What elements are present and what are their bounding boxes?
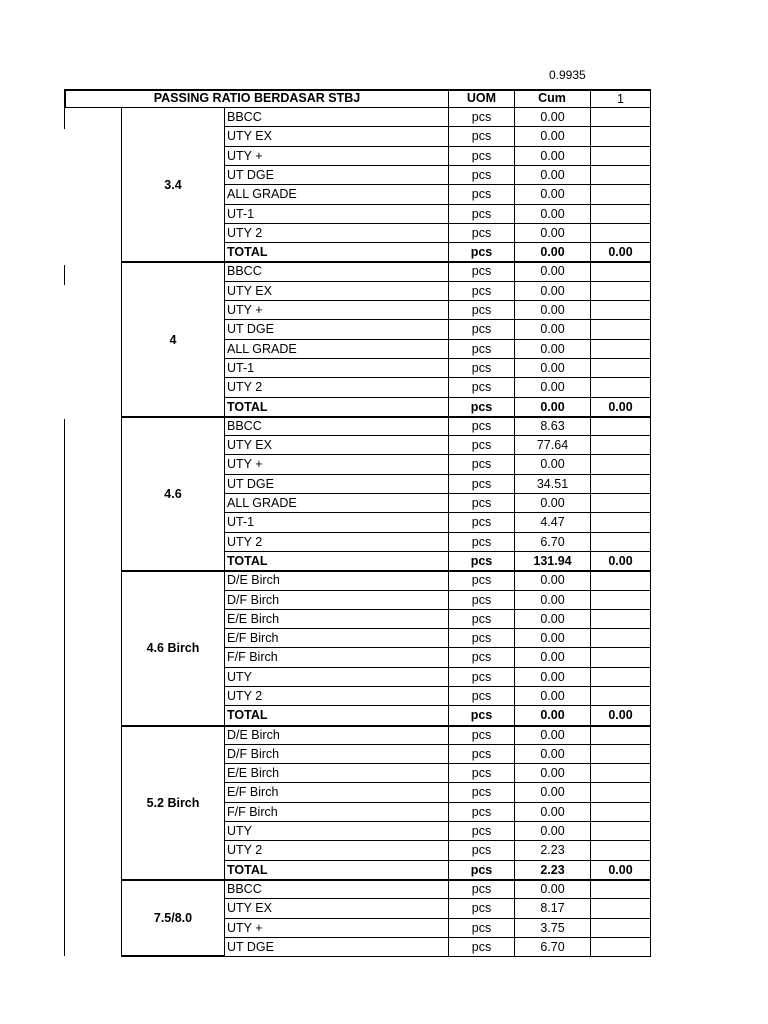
group-left-border (121, 262, 122, 416)
extra-cell (591, 803, 650, 822)
extra-cell (591, 301, 650, 320)
cum-cell: 3.75 (540, 921, 565, 935)
grade-cell: TOTAL (227, 245, 268, 259)
uom-cell: pcs (471, 766, 492, 780)
grade-cell: UT-1 (227, 515, 255, 529)
cum-cell: 0.00 (540, 747, 565, 761)
cum-cell: 0.00 (540, 882, 565, 896)
grade-cell: TOTAL (227, 708, 268, 722)
extra-cell (591, 938, 650, 957)
cum-cell: 77.64 (536, 438, 569, 452)
group-bottom-border (121, 879, 225, 881)
uom-cell: pcs (471, 477, 492, 491)
extra-cell (591, 726, 650, 745)
group-left-border (121, 726, 122, 880)
grade-cell: UTY EX (227, 129, 272, 143)
uom-cell: pcs (471, 843, 492, 857)
uom-cell: pcs (471, 129, 492, 143)
extra-cell: 0.00 (608, 245, 633, 259)
uom-cell: pcs (471, 670, 492, 684)
uom-cell: pcs (471, 496, 492, 510)
cum-cell: 0.00 (540, 728, 565, 742)
uom-cell: pcs (471, 882, 492, 896)
uom-cell: pcs (471, 207, 492, 221)
grade-cell: UTY EX (227, 901, 272, 915)
cum-cell: 0.00 (540, 496, 565, 510)
cum-cell: 0.00 (540, 612, 565, 626)
passing-ratio-value: 0.9935 (549, 68, 586, 82)
group-left-border (121, 571, 122, 725)
cum-cell: 0.00 (540, 670, 565, 684)
uom-cell: pcs (471, 149, 492, 163)
cum-cell: 0.00 (540, 631, 565, 645)
uom-cell: pcs (471, 593, 492, 607)
extra-cell (591, 166, 650, 185)
extra-cell (591, 320, 650, 339)
header-left-border (64, 89, 66, 108)
left-border-stub (64, 108, 65, 129)
grade-cell: UTY EX (227, 438, 272, 452)
grade-cell: UT DGE (227, 940, 274, 954)
cum-cell: 131.94 (533, 554, 572, 568)
extra-cell: 0.00 (608, 708, 633, 722)
extra-cell (591, 783, 650, 802)
grade-cell: UTY + (227, 921, 263, 935)
extra-cell (591, 571, 650, 590)
cum-cell: 34.51 (536, 477, 569, 491)
grade-cell: UT DGE (227, 477, 274, 491)
extra-cell (591, 841, 650, 860)
group-bottom-border (121, 725, 225, 727)
cum-cell: 0.00 (540, 650, 565, 664)
uom-cell: pcs (471, 515, 492, 529)
extra-cell (591, 262, 650, 281)
grade-cell: E/E Birch (227, 612, 280, 626)
header-divider (448, 89, 449, 108)
grade-cell: UTY 2 (227, 226, 263, 240)
extra-cell (591, 899, 650, 918)
extra-cell (591, 436, 650, 455)
grade-cell: F/F Birch (227, 650, 278, 664)
cum-cell: 0.00 (540, 226, 565, 240)
extra-cell (591, 475, 650, 494)
extra-cell: 0.00 (608, 863, 633, 877)
grade-cell: D/F Birch (227, 593, 280, 607)
cum-cell: 0.00 (540, 342, 565, 356)
extra-cell (591, 513, 650, 532)
grade-cell: ALL GRADE (227, 496, 297, 510)
extra-cell (591, 745, 650, 764)
uom-cell: pcs (470, 708, 493, 722)
grade-cell: UTY + (227, 303, 263, 317)
uom-cell: pcs (471, 650, 492, 664)
extra-cell (591, 668, 650, 687)
grade-cell: UTY + (227, 457, 263, 471)
group-left-border (121, 880, 122, 956)
uom-cell: pcs (471, 824, 492, 838)
group-left-border (121, 417, 122, 571)
grade-cell: D/E Birch (227, 573, 280, 587)
cum-cell: 0.00 (540, 785, 565, 799)
grade-cell: ALL GRADE (227, 187, 297, 201)
grade-cell: D/E Birch (227, 728, 280, 742)
uom-header: UOM (466, 91, 497, 105)
extra-cell (591, 648, 650, 667)
extra-header: 1 (617, 92, 624, 106)
cum-cell: 4.47 (540, 515, 565, 529)
grade-cell: TOTAL (227, 554, 268, 568)
cum-cell: 0.00 (540, 322, 565, 336)
cum-cell: 0.00 (540, 380, 565, 394)
uom-cell: pcs (471, 785, 492, 799)
grade-cell: UTY 2 (227, 843, 263, 857)
uom-cell: pcs (471, 226, 492, 240)
extra-cell (591, 127, 650, 146)
uom-cell: pcs (471, 419, 492, 433)
extra-cell (591, 185, 650, 204)
uom-cell: pcs (471, 342, 492, 356)
uom-cell: pcs (471, 573, 492, 587)
cum-cell: 0.00 (540, 264, 565, 278)
grade-cell: UT DGE (227, 168, 274, 182)
cum-cell: 0.00 (540, 805, 565, 819)
extra-cell (591, 108, 650, 127)
extra-cell (591, 494, 650, 513)
cum-cell: 0.00 (540, 593, 565, 607)
group-bottom-border (121, 955, 225, 957)
uom-cell: pcs (471, 612, 492, 626)
group-bottom-border (121, 261, 225, 263)
extra-cell (591, 205, 650, 224)
cum-cell: 0.00 (540, 303, 565, 317)
cum-cell: 0.00 (540, 457, 565, 471)
grade-cell: F/F Birch (227, 805, 278, 819)
cum-cell: 0.00 (540, 187, 565, 201)
extra-cell (591, 687, 650, 706)
cum-cell: 8.17 (540, 901, 565, 915)
grade-cell: UTY + (227, 149, 263, 163)
extra-cell (591, 224, 650, 243)
group-bottom-border (121, 570, 225, 572)
uom-cell: pcs (470, 400, 493, 414)
grade-cell: UTY EX (227, 284, 272, 298)
grade-cell: E/F Birch (227, 785, 279, 799)
uom-cell: pcs (470, 554, 493, 568)
uom-cell: pcs (471, 168, 492, 182)
grade-cell: D/F Birch (227, 747, 280, 761)
uom-cell: pcs (471, 284, 492, 298)
cum-cell: 0.00 (540, 149, 565, 163)
column-divider (650, 108, 651, 956)
uom-cell: pcs (471, 728, 492, 742)
grade-cell: ALL GRADE (227, 342, 297, 356)
extra-cell (591, 340, 650, 359)
header-divider (650, 89, 651, 108)
uom-cell: pcs (471, 631, 492, 645)
uom-cell: pcs (471, 303, 492, 317)
grade-cell: BBCC (227, 882, 262, 896)
extra-cell (591, 610, 650, 629)
group-label: 4.6 (164, 487, 182, 501)
uom-cell: pcs (471, 940, 492, 954)
extra-cell (591, 764, 650, 783)
group-label: 3.4 (164, 178, 182, 192)
group-left-border (121, 108, 122, 262)
grade-cell: UTY 2 (227, 535, 263, 549)
extra-cell (591, 919, 650, 938)
column-divider (590, 108, 591, 956)
cum-cell: 0.00 (540, 766, 565, 780)
uom-cell: pcs (471, 805, 492, 819)
header-divider (514, 89, 515, 108)
group-label: 4 (169, 333, 177, 347)
column-divider (514, 108, 515, 956)
cum-header: Cum (538, 91, 566, 105)
group-label: 4.6 Birch (146, 641, 200, 655)
group-label: 5.2 Birch (146, 796, 200, 810)
cum-cell: 8.63 (540, 419, 565, 433)
cum-cell: 0.00 (540, 573, 565, 587)
cum-cell: 2.23 (540, 863, 565, 877)
grade-cell: UT DGE (227, 322, 274, 336)
extra-cell (591, 455, 650, 474)
cum-cell: 0.00 (540, 400, 565, 414)
extra-cell (591, 147, 650, 166)
uom-cell: pcs (470, 245, 493, 259)
uom-cell: pcs (471, 921, 492, 935)
grade-cell: UTY 2 (227, 689, 263, 703)
extra-cell (591, 629, 650, 648)
extra-cell (591, 880, 650, 899)
uom-cell: pcs (470, 863, 493, 877)
uom-cell: pcs (471, 322, 492, 336)
extra-cell (591, 533, 650, 552)
cum-cell: 0.00 (540, 168, 565, 182)
grade-cell: TOTAL (227, 863, 268, 877)
uom-cell: pcs (471, 361, 492, 375)
extra-cell: 0.00 (608, 554, 633, 568)
grade-cell: BBCC (227, 110, 262, 124)
row-divider (224, 956, 651, 957)
column-divider (224, 108, 225, 956)
grade-cell: BBCC (227, 264, 262, 278)
uom-cell: pcs (471, 457, 492, 471)
cum-cell: 0.00 (540, 361, 565, 375)
column-divider (448, 108, 449, 956)
grade-cell: UTY (227, 824, 252, 838)
cum-cell: 0.00 (540, 207, 565, 221)
extra-cell (591, 417, 650, 436)
grade-cell: UTY 2 (227, 380, 263, 394)
table-title: PASSING RATIO BERDASAR STBJ (153, 91, 361, 105)
cum-cell: 0.00 (540, 824, 565, 838)
cum-cell: 6.70 (540, 535, 565, 549)
cum-cell: 2.23 (540, 843, 565, 857)
cum-cell: 0.00 (540, 129, 565, 143)
group-bottom-border (121, 416, 225, 418)
uom-cell: pcs (471, 535, 492, 549)
extra-cell (591, 378, 650, 397)
group-label: 7.5/8.0 (153, 911, 193, 925)
uom-cell: pcs (471, 380, 492, 394)
grade-cell: UTY (227, 670, 252, 684)
uom-cell: pcs (471, 264, 492, 278)
cum-cell: 0.00 (540, 110, 565, 124)
grade-cell: E/E Birch (227, 766, 280, 780)
uom-cell: pcs (471, 747, 492, 761)
cum-cell: 6.70 (540, 940, 565, 954)
grade-cell: E/F Birch (227, 631, 279, 645)
extra-cell (591, 282, 650, 301)
extra-cell (591, 359, 650, 378)
cum-cell: 0.00 (540, 708, 565, 722)
grade-cell: UT-1 (227, 207, 255, 221)
uom-cell: pcs (471, 438, 492, 452)
grade-cell: BBCC (227, 419, 262, 433)
left-border (64, 419, 65, 956)
cum-cell: 0.00 (540, 284, 565, 298)
uom-cell: pcs (471, 187, 492, 201)
uom-cell: pcs (471, 901, 492, 915)
extra-cell (591, 822, 650, 841)
extra-cell (591, 591, 650, 610)
uom-cell: pcs (471, 110, 492, 124)
header-divider (590, 89, 591, 108)
grade-cell: UT-1 (227, 361, 255, 375)
grade-cell: TOTAL (227, 400, 268, 414)
cum-cell: 0.00 (540, 245, 565, 259)
cum-cell: 0.00 (540, 689, 565, 703)
extra-cell: 0.00 (608, 400, 633, 414)
left-border-stub (64, 265, 65, 285)
uom-cell: pcs (471, 689, 492, 703)
header-top-border (64, 89, 651, 91)
